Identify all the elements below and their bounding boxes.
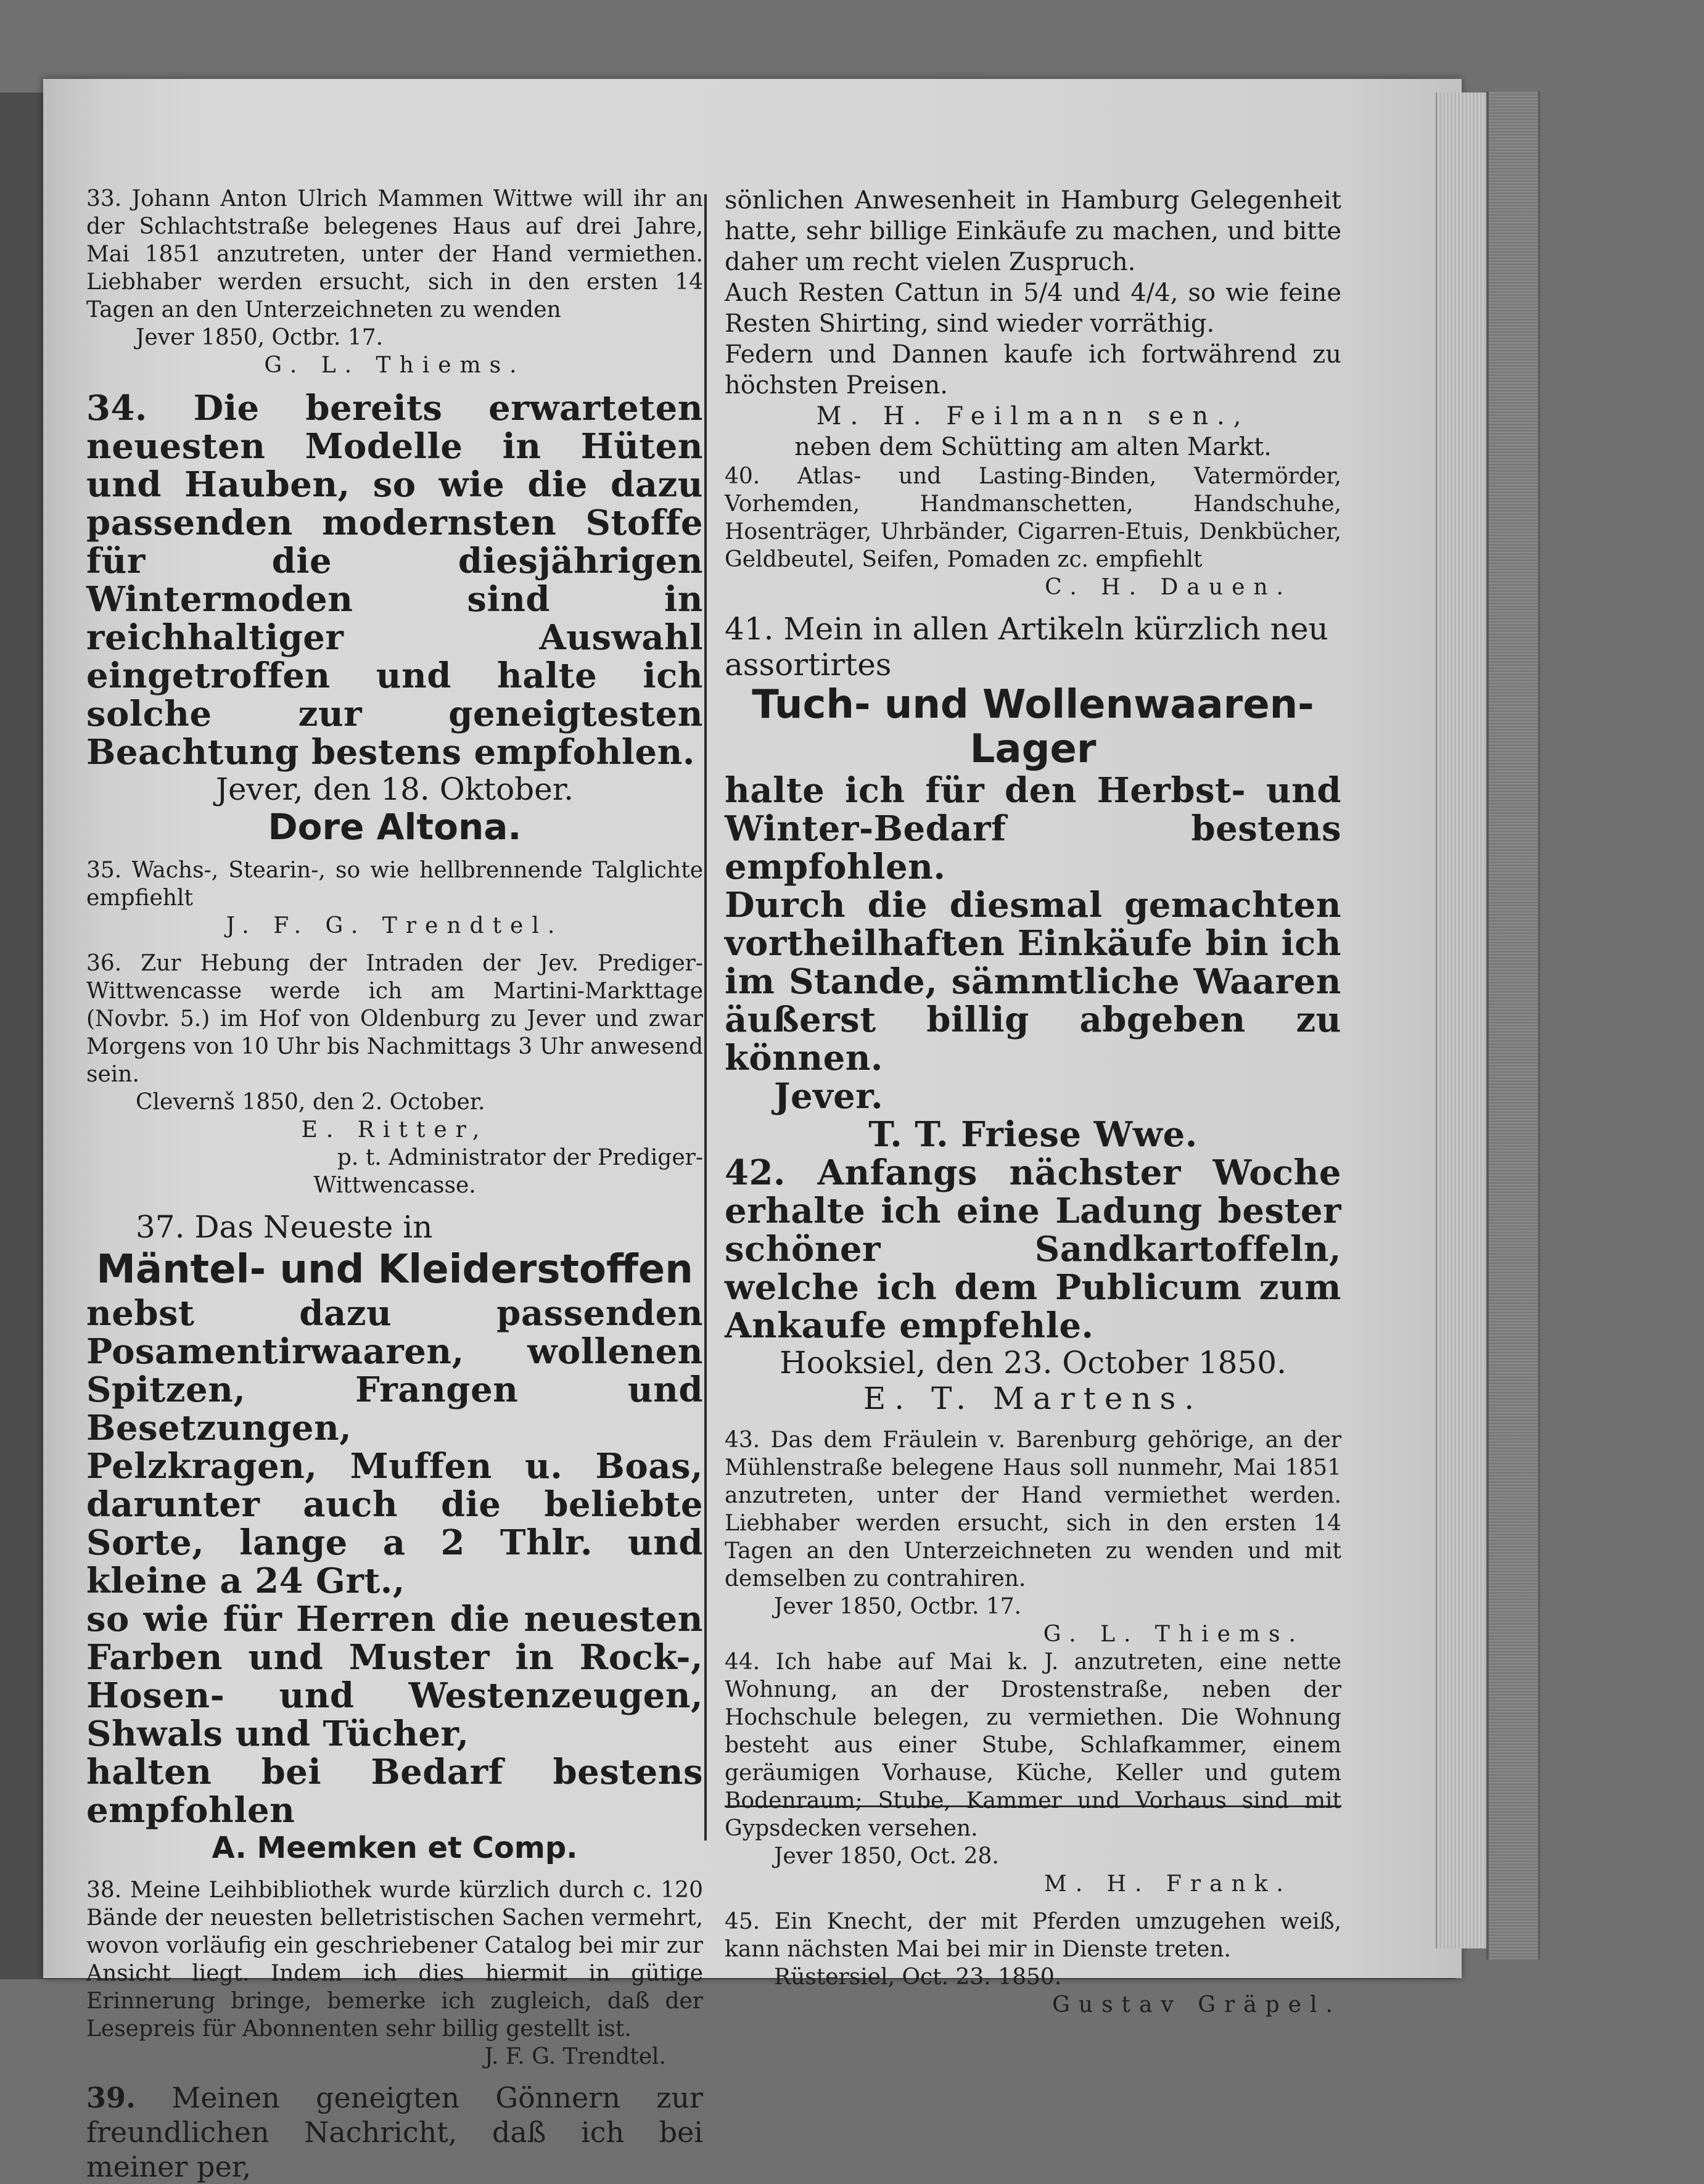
ad-40 — [725, 462, 1341, 601]
ad-headline: Tuch- und Wollenwaaren- — [752, 682, 1314, 728]
ad-text: 35. Wachs-, Stearin-, so wie hellbrennende Talglichte empfiehlt — [86, 858, 703, 911]
ad-text: 41. Mein in allen Artikeln kürzlich neu assortirtes — [725, 611, 1328, 683]
ad-date: Jever 1850, Octbr. 17. — [774, 1594, 1022, 1619]
ad-37 — [86, 1209, 703, 1866]
ad-36 — [86, 950, 703, 1199]
ad-text: Federn und Dannen kaufe ich fortwährend zu höchsten Preisen. — [725, 340, 1341, 400]
ad-signature: G. L. Thiems. — [264, 353, 525, 378]
ad-text: Auch Resten Cattun in 5/4 und 4/4, so wie feine Resten Shirting, sind wieder vorräthig. — [725, 279, 1341, 338]
ad-date: Clevernš 1850, den 2. October. — [136, 1090, 485, 1115]
ad-headline: Lager — [969, 726, 1097, 772]
ad-text: 34. Die bereits erwarteten neuesten Modelle in Hüten und Hauben, so wie die dazu passenden modernsten Stoffe für die diesjährigen Wintermoden sind in reichhaltiger Auswahl eingetroffen und halte ich solche zur geneigtesten Beachtung bestens empfohlen. — [86, 388, 703, 773]
ad-39 — [86, 2080, 703, 2184]
ad-38 — [86, 1876, 703, 2071]
book-cover-edge — [1486, 91, 1540, 1960]
ad-signature: E. T. Martens. — [863, 1381, 1203, 1416]
ad-35 — [86, 856, 703, 940]
ad-text: 45. Ein Knecht, der mit Pferden umzugehen weiß, kann nächsten Mai bei mir in Dienste treten. — [725, 1909, 1341, 1962]
ad-signature: A. Meemken et Comp. — [212, 1831, 578, 1865]
ad-date: Jever 1850, Octbr. 17. — [136, 325, 384, 350]
ad-text: so wie für Herren die neuesten Farben und Muster in Rock-, Hosen- und Westenzeugen, Shwals und Tücher, — [86, 1599, 703, 1754]
ad-text: 40. Atlas- und Lasting-Binden, Vatermörder, Vorhemden, Handmanschetten, Handschuhe, Hosenträger, Uhrbänder, Cigarren-Etuis, Denkbücher, Geldbeutel, Seifen, Pomaden zc. empfiehlt — [725, 464, 1341, 572]
ad-text: 36. Zur Hebung der Intraden der Jev. Prediger-Wittwencasse werde ich am Martini-Markttage (Novbr. 5.) im Hof von Oldenburg zu Jever und zwar Morgens von 10 Uhr bis Nachmittags 3 Uhr anwesend sein. — [86, 951, 703, 1087]
ad-signature: T. T. Friese Wwe. — [868, 1114, 1198, 1155]
ad-text: 43. Das dem Fräulein v. Barenburg gehörige, an der Mühlenstraße belegene Haus soll nunmehr, Mai 1851 anzutreten, unter der Hand vermiethet werden. Liebhaber werden ersucht, sich in den ersten 14 Tagen an den Unterzeichneten zu wenden und mit demselben zu contrahiren. — [725, 1427, 1341, 1591]
ad-address: neben dem Schütting am alten Markt. — [794, 433, 1272, 461]
ad-44 — [725, 1648, 1341, 1898]
column-divider — [704, 194, 707, 1841]
ad-date: Hooksiel, den 23. October 1850. — [780, 1345, 1286, 1381]
ad-signature: Gustav Gräpel. — [1052, 1992, 1341, 2018]
ad-signature: Dore Altona. — [268, 806, 522, 848]
ad-signature: E. Ritter, — [301, 1117, 488, 1143]
ad-34 — [86, 389, 703, 847]
ad-39-continued — [725, 185, 1341, 462]
ad-text: sönlichen Anwesenheit in Hamburg Gelegenheit hatte, sehr billige Einkäufe zu machen, und bitte daher um recht vielen Zuspruch. — [725, 186, 1341, 276]
ad-45 — [725, 1908, 1341, 2019]
ad-text: nebst dazu passenden Posamentirwaaren, wollenen Spitzen, Frangen und Besetzungen, — [86, 1293, 703, 1448]
ad-signature: M. H. Feilmann sen., — [816, 402, 1250, 430]
ad-33 — [86, 185, 703, 379]
ad-date: Jever 1850, Oct. 28. — [774, 1844, 999, 1869]
ad-text: Meinen geneigten Gönnern zur freundlichen Nachricht, daß ich bei meiner per, — [86, 2081, 703, 2183]
ad-place: Jever. — [774, 1076, 884, 1117]
left-column — [86, 185, 703, 2184]
ad-text: 44. Ich habe auf Mai k. J. anzutreten, eine nette Wohnung, an der Drostenstraße, neben der Hochschule belegen, zu vermiethen. Die Wohnung besteht aus einer Stube, Schlafkammer, einem geräumigen Vorhause, Küche, Keller und gutem Bodenraum; Stube, Kammer und Vorhaus sind mit Gypsdecken versehen. — [725, 1649, 1341, 1841]
right-column — [725, 185, 1341, 2019]
ad-number: 39. — [86, 2081, 136, 2114]
ad-text: 38. Meine Leihbibliothek wurde kürzlich durch c. 120 Bände der neuesten belletristischen Sachen vermehrt, wovon vorläufig ein geschriebener Catalog bei mir zur Ansicht liegt. Indem ich dies hiermit in gütige Erinnerung bringe, bemerke ich zugleich, daß der Lesepreis für Abonnenten sehr billig gestellt ist. — [86, 1878, 703, 2042]
ad-signature: J. F. G. Trendtel. — [484, 2044, 666, 2069]
ad-43 — [725, 1426, 1341, 1648]
ad-intro: 37. Das Neueste in — [136, 1209, 433, 1245]
book-page-edges — [1436, 92, 1488, 1948]
ad-date: Jever, den 18. Oktober. — [215, 771, 574, 807]
ad-signature: J. F. G. Trendtel. — [226, 913, 564, 938]
ad-text: halten bei Bedarf bestens empfohlen — [86, 1752, 703, 1831]
ad-text: Pelzkragen, Muffen u. Boas, darunter auch die beliebte Sorte, lange a 2 Thlr. und kleine a 24 Grt., — [86, 1446, 703, 1601]
ad-signature: C. H. Dauen. — [1045, 575, 1292, 600]
ad-42 — [725, 1154, 1341, 1416]
ad-date: Rüstersiel, Oct. 23. 1850. — [774, 1964, 1062, 1990]
ad-headline: Mäntel- und Kleiderstoffen — [96, 1247, 693, 1292]
ad-role: p. t. Administrator der Prediger- — [337, 1145, 703, 1170]
ad-41 — [725, 611, 1341, 1154]
ad-role: Wittwencasse. — [313, 1173, 476, 1198]
ad-text: 33. Johann Anton Ulrich Mammen Wittwe will ihr an der Schlachtstraße belegenes Haus auf drei Jahre, Mai 1851 anzutreten, unter der Hand vermiethen. Liebhaber werden ersucht, sich in den ersten 14 Tagen an den Unterzeichneten zu wenden — [86, 186, 703, 322]
ad-signature: M. H. Frank. — [1043, 1871, 1292, 1897]
ad-text: halte ich für den Herbst- und Winter-Bedarf bestens empfohlen. — [725, 770, 1341, 887]
ad-text: Durch die diesmal gemachten vortheilhaften Einkäufe bin ich im Stande, sämmtliche Waaren äußerst billig abgeben zu können. — [725, 885, 1341, 1078]
ad-text: 42. Anfangs nächster Woche erhalte ich eine Ladung bester schöner Sandkartoffeln, welche ich dem Publicum zum Ankaufe empfehle. — [725, 1152, 1341, 1346]
ad-signature: G. L. Thiems. — [1043, 1622, 1304, 1647]
